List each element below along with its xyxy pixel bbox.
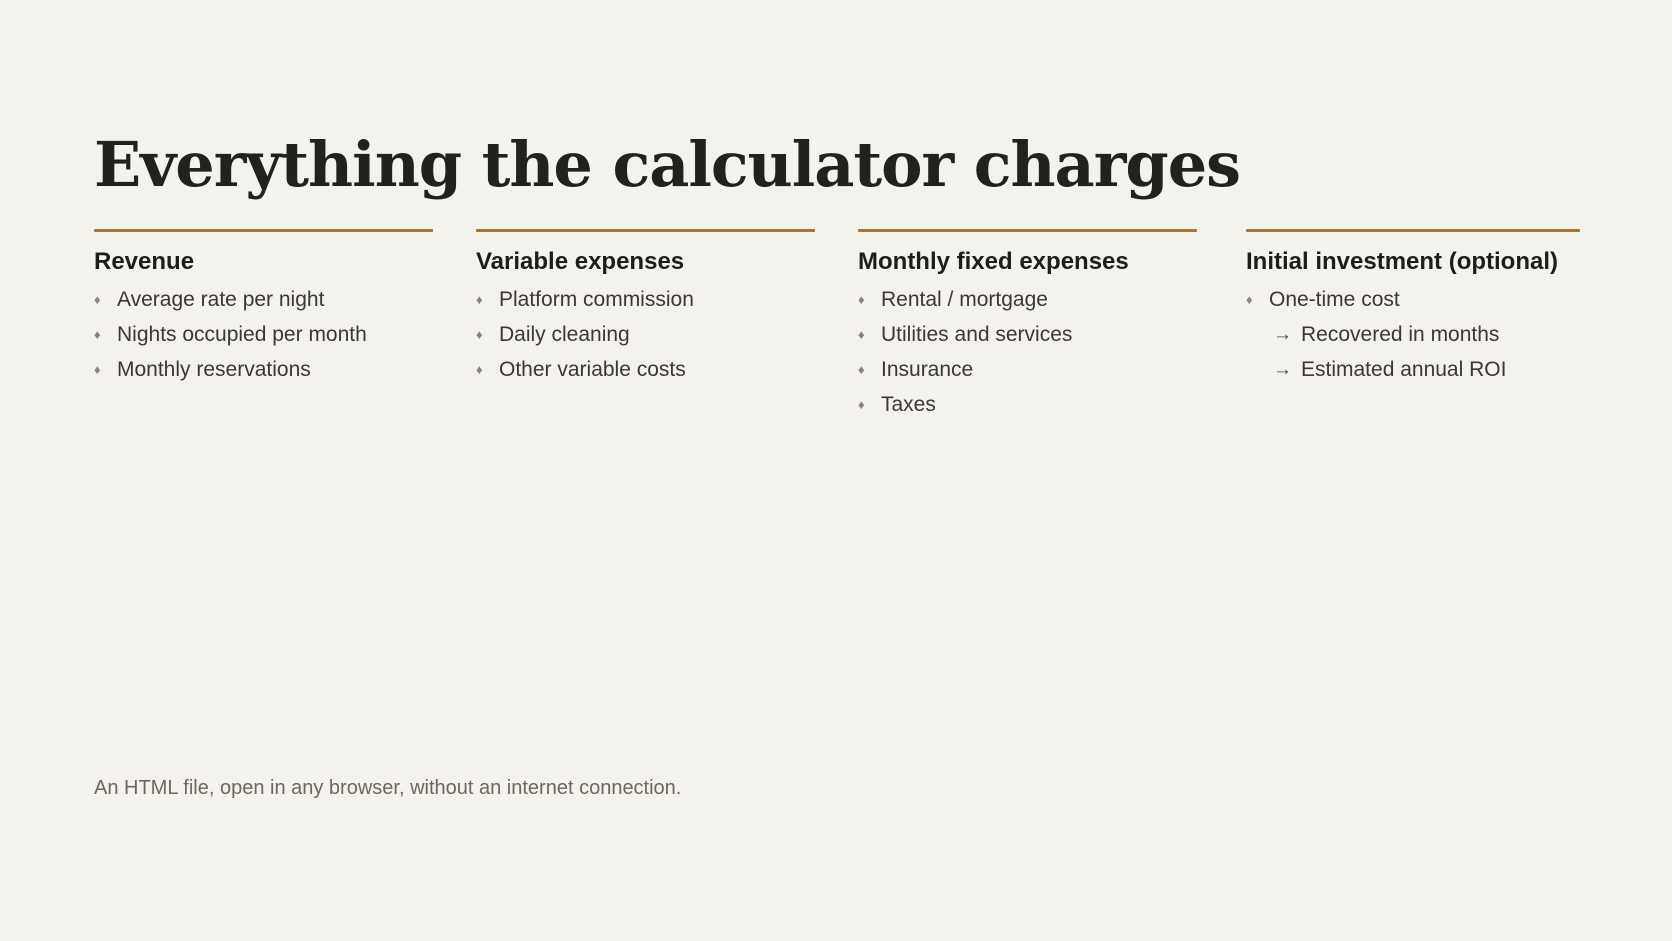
list-item-label: Estimated annual ROI	[1301, 358, 1507, 381]
sub-list-item	[1246, 358, 1580, 382]
list-item	[476, 288, 815, 312]
column-divider-rule	[858, 229, 1197, 232]
page-title: Everything the calculator charges	[94, 128, 1241, 201]
column-divider-rule	[1246, 229, 1580, 232]
diamond-bullet-icon: ♦	[858, 362, 865, 377]
list-item	[858, 323, 1197, 347]
diamond-bullet-icon: ♦	[94, 292, 101, 307]
column-initial-investment	[1246, 229, 1580, 393]
diamond-bullet-icon: ♦	[858, 397, 865, 412]
list-item	[858, 288, 1197, 312]
list-item	[858, 358, 1197, 382]
list-item-label: Platform commission	[499, 288, 694, 311]
column-divider-rule	[476, 229, 815, 232]
footer-note: An HTML file, open in any browser, without an internet connection.	[94, 777, 682, 799]
column-monthly-fixed-expenses	[858, 229, 1197, 428]
column-heading: Variable expenses	[476, 248, 685, 275]
list-item-label: Daily cleaning	[499, 323, 630, 346]
list-item	[94, 288, 433, 312]
column-heading: Revenue	[94, 248, 195, 275]
diamond-bullet-icon: ♦	[1246, 292, 1253, 307]
diamond-bullet-icon: ♦	[94, 362, 101, 377]
list-item	[476, 323, 815, 347]
item-list	[858, 288, 1197, 417]
item-list	[476, 288, 815, 382]
list-item-label: Other variable costs	[499, 358, 686, 381]
list-item-label: One-time cost	[1269, 288, 1400, 311]
diamond-bullet-icon: ♦	[858, 327, 865, 342]
list-item	[858, 393, 1197, 417]
item-list	[1246, 288, 1580, 382]
list-item	[1246, 288, 1580, 312]
list-item-label: Monthly reservations	[117, 358, 311, 381]
column-divider-rule	[94, 229, 433, 232]
diamond-bullet-icon: ♦	[94, 327, 101, 342]
column-heading: Initial investment (optional)	[1246, 248, 1559, 275]
list-item	[94, 323, 433, 347]
list-item-label: Utilities and services	[881, 323, 1073, 346]
right-arrow-icon: →	[1273, 324, 1292, 345]
list-item-label: Insurance	[881, 358, 974, 381]
sub-list-item	[1246, 323, 1580, 347]
diamond-bullet-icon: ♦	[476, 292, 483, 307]
column-heading: Monthly fixed expenses	[858, 248, 1129, 275]
list-item-label: Rental / mortgage	[881, 288, 1048, 311]
list-item-label: Recovered in months	[1301, 323, 1500, 346]
diamond-bullet-icon: ♦	[476, 362, 483, 377]
list-item-label: Taxes	[881, 393, 936, 416]
list-item-label: Average rate per night	[117, 288, 325, 311]
diamond-bullet-icon: ♦	[476, 327, 483, 342]
column-revenue	[94, 229, 433, 393]
diamond-bullet-icon: ♦	[858, 292, 865, 307]
column-variable-expenses	[476, 229, 815, 393]
list-item-label: Nights occupied per month	[117, 323, 367, 346]
list-item	[476, 358, 815, 382]
list-item	[94, 358, 433, 382]
item-list	[94, 288, 433, 382]
right-arrow-icon: →	[1273, 359, 1292, 380]
